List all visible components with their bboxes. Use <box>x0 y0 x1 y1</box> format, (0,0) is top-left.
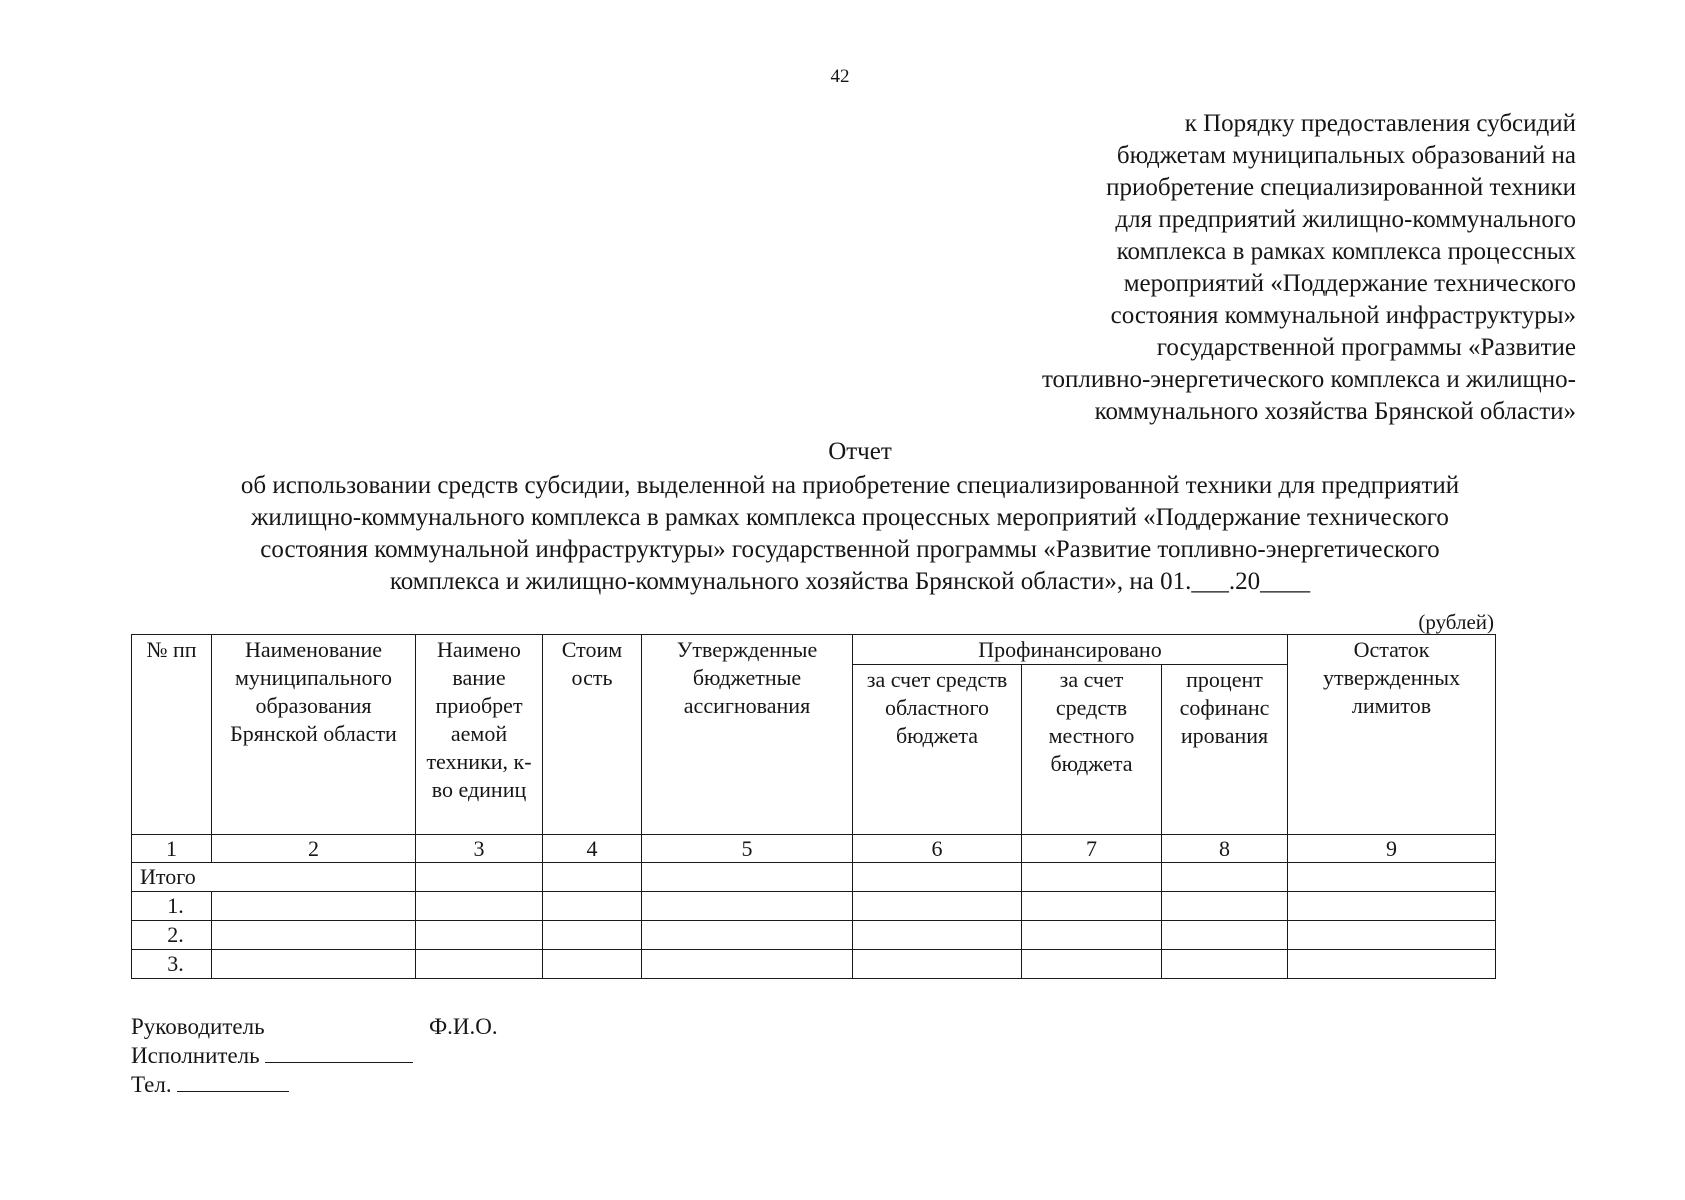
table-cell <box>1162 950 1288 979</box>
table-cell <box>416 863 543 892</box>
report-subtitle-line: состояния коммунальной инфраструктуры» государственной программы «Развитие топливно-энергетического <box>260 536 1440 563</box>
row-label: Итого <box>132 863 416 892</box>
table-cell <box>853 892 1022 921</box>
table-cell <box>212 921 416 950</box>
executor-blank <box>265 1041 413 1063</box>
table-cell <box>642 950 853 979</box>
header-financed-group: Профинансировано <box>853 635 1288 665</box>
report-title: Отчет <box>828 438 892 465</box>
table-cell <box>1288 921 1496 950</box>
table-cell <box>1022 863 1162 892</box>
column-number: 8 <box>1162 835 1288 863</box>
executor-label: Исполнитель <box>131 1043 260 1068</box>
page-number: 42 <box>830 66 850 87</box>
table-cell <box>853 950 1022 979</box>
signature-block <box>131 1012 498 1099</box>
executor-line <box>131 1041 413 1070</box>
head-label: Руководитель <box>131 1014 265 1039</box>
header-regional-budget: за счет средств областного бюджета <box>853 665 1022 835</box>
appendix-header-line: мероприятий «Поддержание технического <box>1123 270 1576 297</box>
table-cell <box>642 921 853 950</box>
table-cell <box>1162 863 1288 892</box>
report-subtitle-line: жилищно-коммунального комплекса в рамках комплекса процессных мероприятий «Поддержание технического <box>251 504 1449 531</box>
header-cofinancing-percent: процент софинанс ирования <box>1162 665 1288 835</box>
row-label: 3. <box>132 950 212 979</box>
header-equipment-name: Наимено вание приобрет аемой техники, к-во единиц <box>416 635 543 835</box>
column-number: 4 <box>543 835 642 863</box>
table-cell <box>1288 892 1496 921</box>
appendix-header-line: коммунального хозяйства Брянской области» <box>1094 398 1576 425</box>
column-number: 5 <box>642 835 853 863</box>
table-cell <box>1288 863 1496 892</box>
appendix-header-line: бюджетам муниципальных образований на <box>1116 142 1576 169</box>
report-subtitle-line: об использовании средств субсидии, выделенной на приобретение специализированной техники для предприятий <box>240 472 1460 499</box>
head-line <box>131 1012 498 1041</box>
table-cell <box>1022 921 1162 950</box>
table-cell <box>1288 950 1496 979</box>
column-number-row <box>132 835 1496 863</box>
table-cell <box>543 892 642 921</box>
appendix-header-line: к Порядку предоставления субсидий <box>1184 110 1576 137</box>
header-cost: Стоим ость <box>543 635 642 835</box>
table-cell <box>416 950 543 979</box>
appendix-header-line: для предприятий жилищно-коммунального <box>1115 206 1576 233</box>
table-cell <box>1162 921 1288 950</box>
header-number: № пп <box>132 635 212 835</box>
table-cell <box>416 921 543 950</box>
table-cell <box>416 892 543 921</box>
table-cell <box>212 892 416 921</box>
header-municipality: Наименование муниципального образования Брянской области <box>212 635 416 835</box>
units-label: (рублей) <box>1418 610 1494 634</box>
report-table <box>131 634 1496 979</box>
appendix-header-line: приобретение специализированной техники <box>1106 174 1576 201</box>
table-cell <box>853 863 1022 892</box>
table-row <box>132 921 1496 950</box>
table-header-row <box>132 635 1496 665</box>
appendix-header-line: состояния коммунальной инфраструктуры» <box>1110 302 1576 329</box>
fio-label: Ф.И.О. <box>429 1014 498 1039</box>
row-label: 1. <box>132 892 212 921</box>
phone-blank <box>177 1070 289 1092</box>
column-number: 1 <box>132 835 212 863</box>
appendix-header-line: комплекса в рамках комплекса процессных <box>1116 238 1576 265</box>
header-approved-allocations: Утвержденные бюджетные ассигнования <box>642 635 853 835</box>
table-row <box>132 892 1496 921</box>
appendix-header-line: топливно-энергетического комплекса и жилищно- <box>1041 366 1576 393</box>
appendix-header <box>876 108 1576 428</box>
column-number: 6 <box>853 835 1022 863</box>
table-cell <box>1162 892 1288 921</box>
appendix-header-line: государственной программы «Развитие <box>1156 334 1576 361</box>
header-remaining-limits: Остаток утвержденных лимитов <box>1288 635 1496 835</box>
column-number: 3 <box>416 835 543 863</box>
table-cell <box>543 921 642 950</box>
table-cell <box>543 863 642 892</box>
table-cell <box>853 921 1022 950</box>
column-number: 9 <box>1288 835 1496 863</box>
report-subtitle-line: комплекса и жилищно-коммунального хозяйства Брянской области», на 01.___.20____ <box>389 568 1311 595</box>
table-cell <box>543 950 642 979</box>
phone-label: Тел. <box>131 1072 172 1097</box>
report-subtitle <box>125 470 1575 598</box>
table-cell <box>1022 892 1162 921</box>
row-label: 2. <box>132 921 212 950</box>
table-cell <box>1022 950 1162 979</box>
header-local-budget: за счет средств местного бюджета <box>1022 665 1162 835</box>
column-number: 2 <box>212 835 416 863</box>
table-cell <box>642 863 853 892</box>
column-number: 7 <box>1022 835 1162 863</box>
phone-line <box>131 1070 413 1099</box>
table-row <box>132 950 1496 979</box>
table-cell <box>212 950 416 979</box>
table-row-total <box>132 863 1496 892</box>
table-cell <box>642 892 853 921</box>
